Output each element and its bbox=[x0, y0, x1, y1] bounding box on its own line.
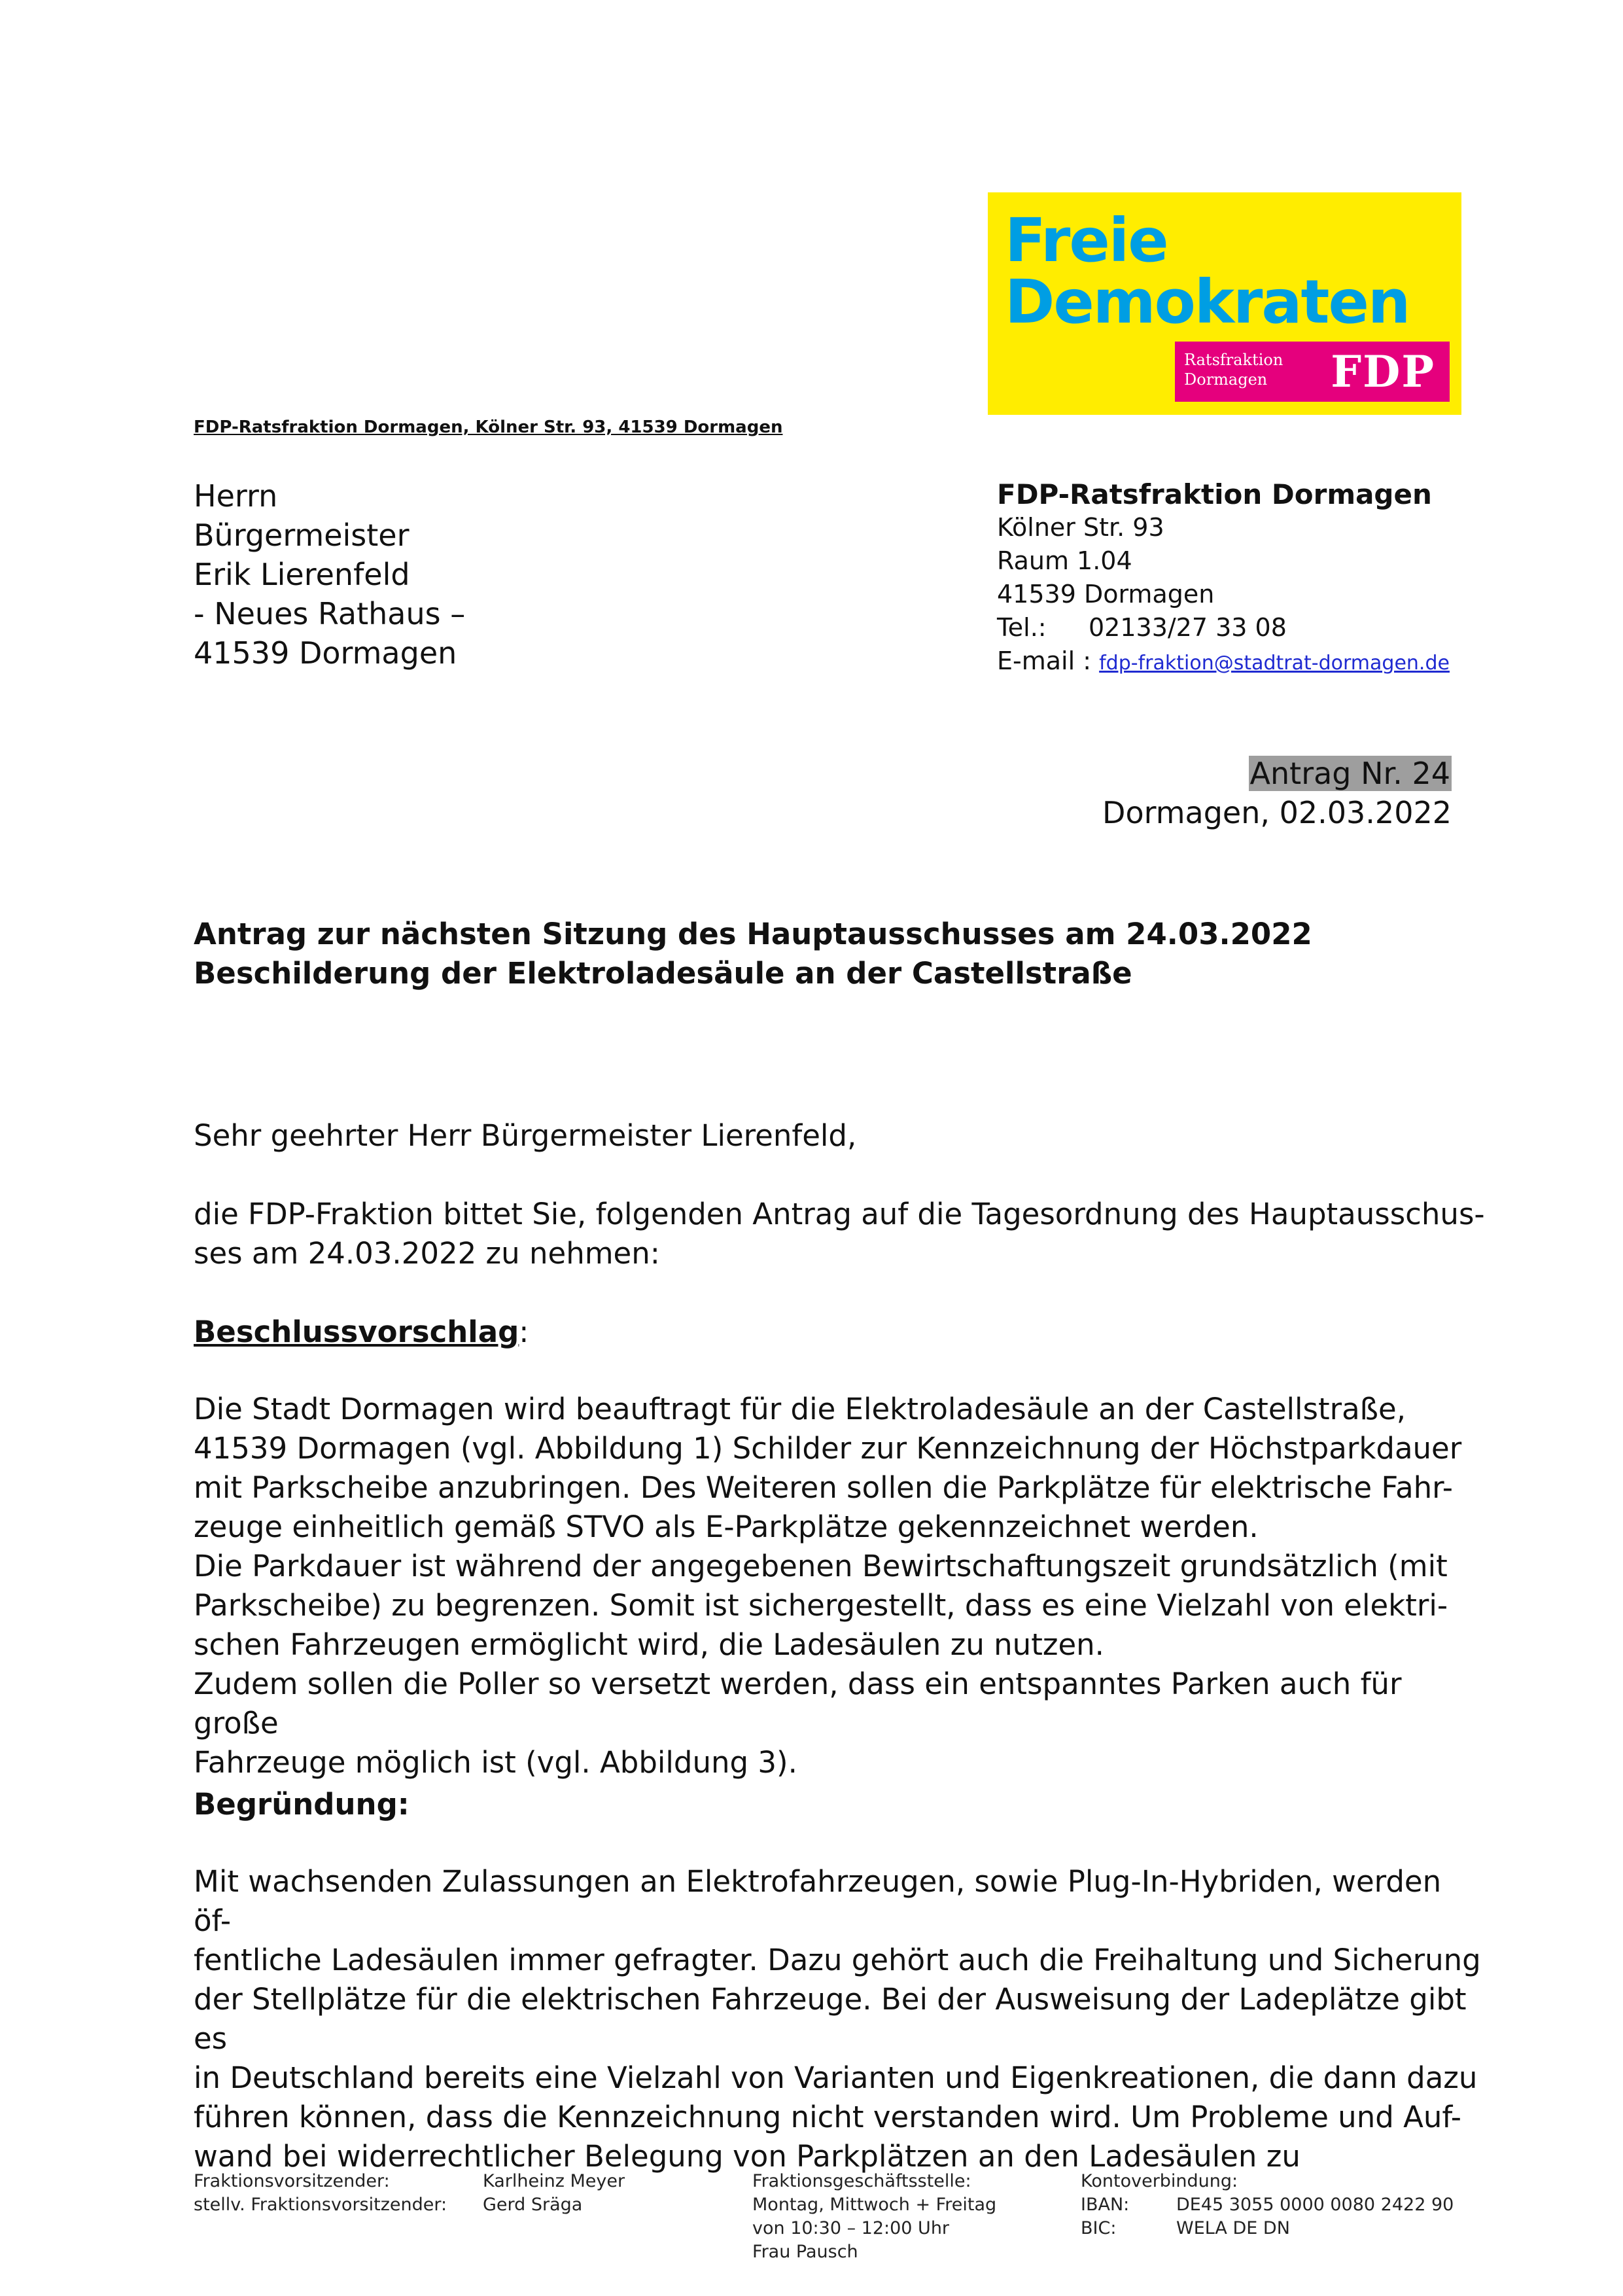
begruendung-heading: Begründung: bbox=[194, 1787, 410, 1822]
sender-name: FDP-Ratsfraktion Dormagen bbox=[997, 478, 1432, 510]
bic-value: WELA DE DN bbox=[1176, 2218, 1290, 2238]
recipient-line: - Neues Rathaus – bbox=[194, 596, 466, 631]
recipient-line: Erik Lierenfeld bbox=[194, 557, 410, 592]
sender-room: Raum 1.04 bbox=[997, 546, 1132, 575]
sender-street: Kölner Str. 93 bbox=[997, 513, 1164, 542]
footer-office bbox=[752, 2170, 996, 2264]
subject-line: Beschilderung der Elektroladesäule an der Castellstraße bbox=[194, 956, 1132, 991]
footer-iban bbox=[1081, 2193, 1454, 2217]
begruendung-text bbox=[194, 1862, 1486, 2176]
antrag-info bbox=[1102, 754, 1452, 832]
logo-word-demokraten: Demokraten bbox=[1005, 267, 1410, 337]
email-link[interactable]: fdp-fraktion@stadtrat-dormagen.de bbox=[1099, 652, 1450, 675]
text-line: Die Parkdauer ist während der angegebenen Bewirtschaftungszeit grundsätzlich (mit bbox=[194, 1549, 1448, 1583]
recipient-line: Herrn bbox=[194, 478, 278, 514]
iban-label: IBAN: bbox=[1081, 2195, 1130, 2215]
antrag-place-date: Dormagen, 02.03.2022 bbox=[1102, 795, 1452, 830]
text-line: Die Stadt Dormagen wird beauftragt für die Elektroladesäule an der Castellstraße, bbox=[194, 1392, 1406, 1426]
beschluss-heading-text: Beschlussvorschlag bbox=[194, 1315, 519, 1349]
text-line: der Stellplätze für die elektrischen Fahrzeuge. Bei der Ausweisung der Ladeplätze gibt es bbox=[194, 1982, 1467, 2056]
greeting: Sehr geehrter Herr Bürgermeister Lierenfeld, bbox=[194, 1118, 857, 1153]
sender-city: 41539 Dormagen bbox=[997, 580, 1215, 609]
footer-names bbox=[483, 2170, 625, 2217]
footer-line: stellv. Fraktionsvorsitzender: bbox=[194, 2195, 447, 2215]
text-line: zeuge einheitlich gemäß STVO als E-Parkplätze gekennzeichnet werden. bbox=[194, 1510, 1259, 1544]
beschluss-heading bbox=[194, 1313, 1486, 1352]
bic-label: BIC: bbox=[1081, 2218, 1117, 2238]
text-line: wand bei widerrechtlicher Belegung von Parkplätzen an den Ladesäulen zu bbox=[194, 2139, 1300, 2174]
subject-line: Antrag zur nächsten Sitzung des Hauptausschusses am 24.03.2022 bbox=[194, 917, 1312, 951]
iban-value: DE45 3055 0000 0080 2422 90 bbox=[1176, 2195, 1454, 2215]
footer-bic bbox=[1081, 2217, 1454, 2240]
logo-word-freie: Freie bbox=[1005, 205, 1168, 275]
footer-line: Montag, Mittwoch + Freitag bbox=[752, 2195, 997, 2215]
sender-return-line: FDP-Ratsfraktion Dormagen, Kölner Str. 93, 41539 Dormagen bbox=[194, 417, 783, 437]
recipient-address bbox=[194, 476, 782, 673]
footer-bank-title: Kontoverbindung: bbox=[1081, 2171, 1238, 2191]
subject bbox=[194, 915, 1437, 993]
phone-label: Tel.: bbox=[997, 613, 1047, 642]
text-line: in Deutschland bereits eine Vielzahl von Varianten und Eigenkreationen, die dann dazu bbox=[194, 2060, 1478, 2095]
phone-value: 02133/27 33 08 bbox=[1089, 613, 1287, 642]
antrag-number: Antrag Nr. 24 bbox=[1249, 756, 1450, 791]
text-line: 41539 Dormagen (vgl. Abbildung 1) Schilder zur Kennzeichnung der Höchstparkdauer bbox=[194, 1431, 1462, 1466]
sender-address bbox=[997, 478, 1586, 680]
text-line: Fahrzeuge möglich ist (vgl. Abbildung 3). bbox=[194, 1745, 797, 1780]
text-line: schen Fahrzeugen ermöglicht wird, die Ladesäulen zu nutzen. bbox=[194, 1627, 1104, 1662]
text-line: Zudem sollen die Poller so versetzt werden, dass ein entspanntes Parken auch für große bbox=[194, 1667, 1402, 1740]
text-line: mit Parkscheibe anzubringen. Des Weiteren sollen die Parkplätze für elektrische Fahr- bbox=[194, 1470, 1454, 1505]
email-label: E-mail : bbox=[997, 646, 1092, 675]
logo-badge-fdp: FDP bbox=[1331, 346, 1435, 397]
text-line: ses am 24.03.2022 zu nehmen: bbox=[194, 1236, 660, 1271]
sender-email bbox=[997, 645, 1586, 680]
sender-phone bbox=[997, 611, 1586, 645]
logo-badge-dormagen: Dormagen bbox=[1184, 370, 1268, 389]
footer-bank bbox=[1081, 2170, 1454, 2240]
logo-badge-ratsfraktion: Ratsfraktion bbox=[1184, 351, 1283, 369]
fdp-logo bbox=[988, 192, 1461, 415]
recipient-line: Bürgermeister bbox=[194, 518, 410, 553]
footer-line: Karlheinz Meyer bbox=[483, 2171, 625, 2191]
beschluss-text bbox=[194, 1390, 1486, 1782]
text-line: fentliche Ladesäulen immer gefragter. Dazu gehört auch die Freihaltung und Sicherung bbox=[194, 1943, 1481, 1977]
beschluss-heading-colon: : bbox=[519, 1315, 529, 1349]
footer-line: Fraktionsvorsitzender: bbox=[194, 2171, 390, 2191]
footer-line: Frau Pausch bbox=[752, 2242, 858, 2262]
footer-roles bbox=[194, 2170, 447, 2217]
intro-paragraph bbox=[194, 1195, 1486, 1273]
footer-line: Gerd Sräga bbox=[483, 2195, 583, 2215]
footer-line: Fraktionsgeschäftsstelle: bbox=[752, 2171, 971, 2191]
logo-badge bbox=[1175, 342, 1450, 402]
text-line: die FDP-Fraktion bittet Sie, folgenden Antrag auf die Tagesordnung des Hauptausschus- bbox=[194, 1197, 1485, 1231]
text-line: führen können, dass die Kennzeichnung nicht verstanden wird. Um Probleme und Auf- bbox=[194, 2100, 1462, 2134]
text-line: Parkscheibe) zu begrenzen. Somit ist sichergestellt, dass es eine Vielzahl von elektri- bbox=[194, 1588, 1448, 1623]
footer-line: von 10:30 – 12:00 Uhr bbox=[752, 2218, 950, 2238]
text-line: Mit wachsenden Zulassungen an Elektrofahrzeugen, sowie Plug-In-Hybriden, werden öf- bbox=[194, 1864, 1442, 1938]
recipient-line: 41539 Dormagen bbox=[194, 635, 457, 671]
